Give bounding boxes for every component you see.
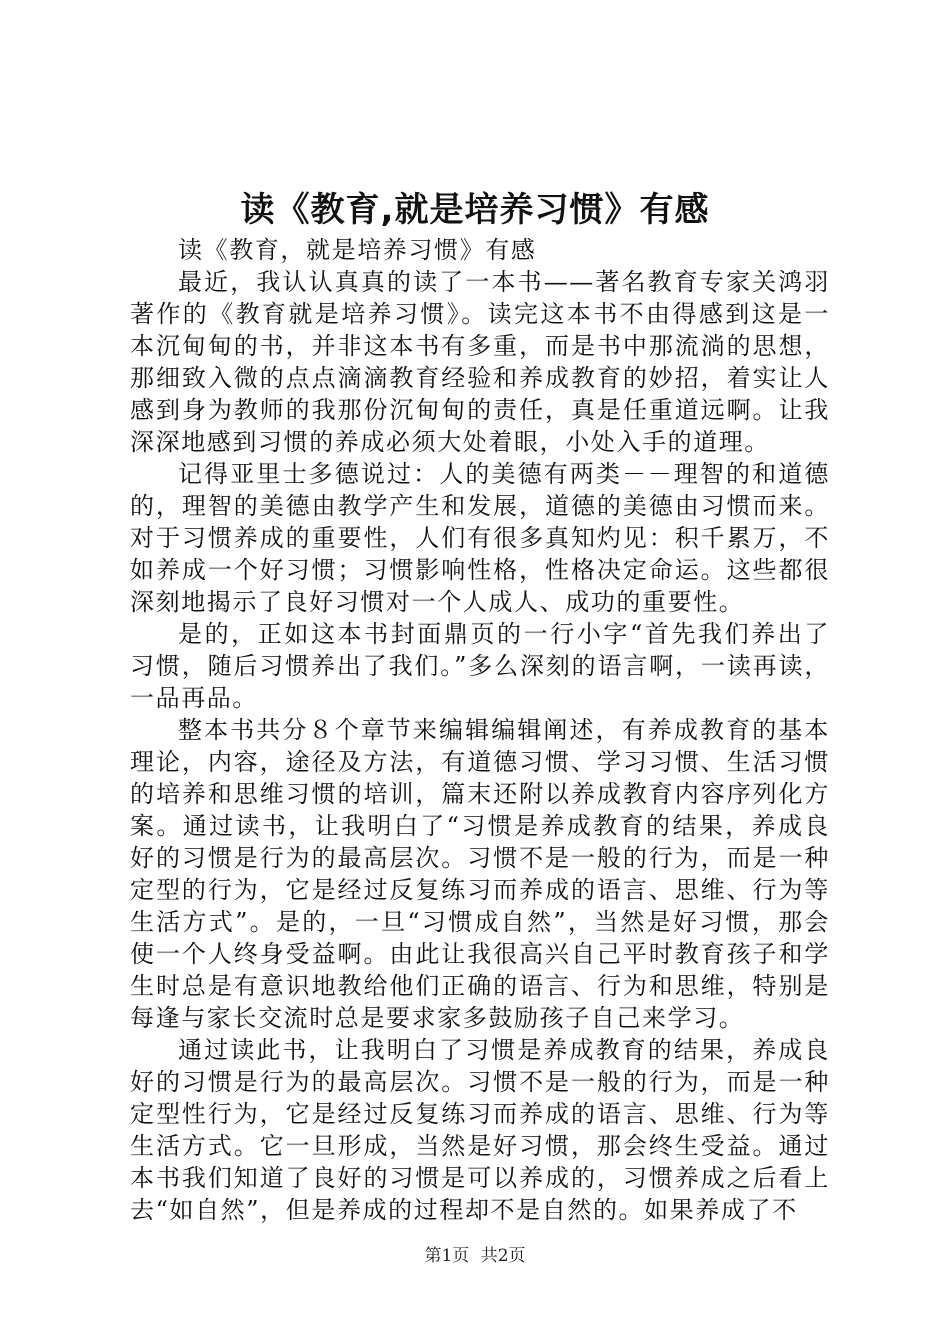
document-body: [130, 234, 830, 1226]
paragraph-subtitle: 读《教育，就是培养习惯》有感: [178, 236, 537, 264]
paragraph: 最近，我认认真真的读了一本书——著名教育专家关鸿羽著作的《教育就是培养习惯》。读完这本书不由得感到这是一本沉甸甸的书，并非这本书有多重，而是书中那流淌的思想，那细致入微的点点滴滴教育经验和养成教育的妙招，着实让人感到身为教师的我那份沉甸甸的责任，真是任重道远啊。让我深深地感到习惯的养成必须大处着眼，小处入手的道理。: [130, 268, 830, 456]
paragraph: 整本书共分８个章节来编辑编辑阐述，有养成教育的基本理论，内容，途径及方法，有道德习惯、学习习惯、生活习惯的培养和思维习惯的培训，篇末还附以养成教育内容序列化方案。通过读书，让我明白了“习惯是养成教育的结果，养成良好的习惯是行为的最高层次。习惯不是一般的行为，而是一种定型的行为，它是经过反复练习而养成的语言、思维、行为等生活方式”。是的，一旦“习惯成自然”，当然是好习惯，那会使一个人终身受益啊。由此让我很高兴自己平时教育孩子和学生时总是有意识地教给他们正确的语言、行为和思维，特别是每逢与家长交流时总是要求家多鼓励孩子自己来学习。: [130, 716, 830, 1032]
document-title: 读《教育,就是培养习惯》有感: [240, 190, 710, 230]
page-total: 共2页: [480, 1246, 526, 1266]
paragraph: 是的，正如这本书封面鼎页的一行小字“首先我们养出了习惯，随后习惯养出了我们。”多么深刻的语言啊，一读再读，一品再品。: [130, 620, 830, 712]
page-number: 第1页: [424, 1246, 470, 1266]
paragraph: 记得亚里士多德说过：人的美德有两类－－理智的和道德的，理智的美德由教学产生和发展，道德的美德由习惯而来。对于习惯养成的重要性，人们有很多真知灼见：积千累万，不如养成一个好习惯；习惯影响性格，性格决定命运。这些都很深刻地揭示了良好习惯对一个人成人、成功的重要性。: [130, 460, 830, 616]
page-footer: [0, 1244, 950, 1268]
paragraph: 通过读此书，让我明白了习惯是养成教育的结果，养成良好的习惯是行为的最高层次。习惯不是一般的行为，而是一种定型性行为，它是经过反复练习而养成的语言、思维、行为等生活方式。它一旦形成，当然是好习惯，那会终生受益。通过本书我们知道了良好的习惯是可以养成的，习惯养成之后看上去“如自然”，但是养成的过程却不是自然的。如果养成了不: [130, 1036, 830, 1224]
